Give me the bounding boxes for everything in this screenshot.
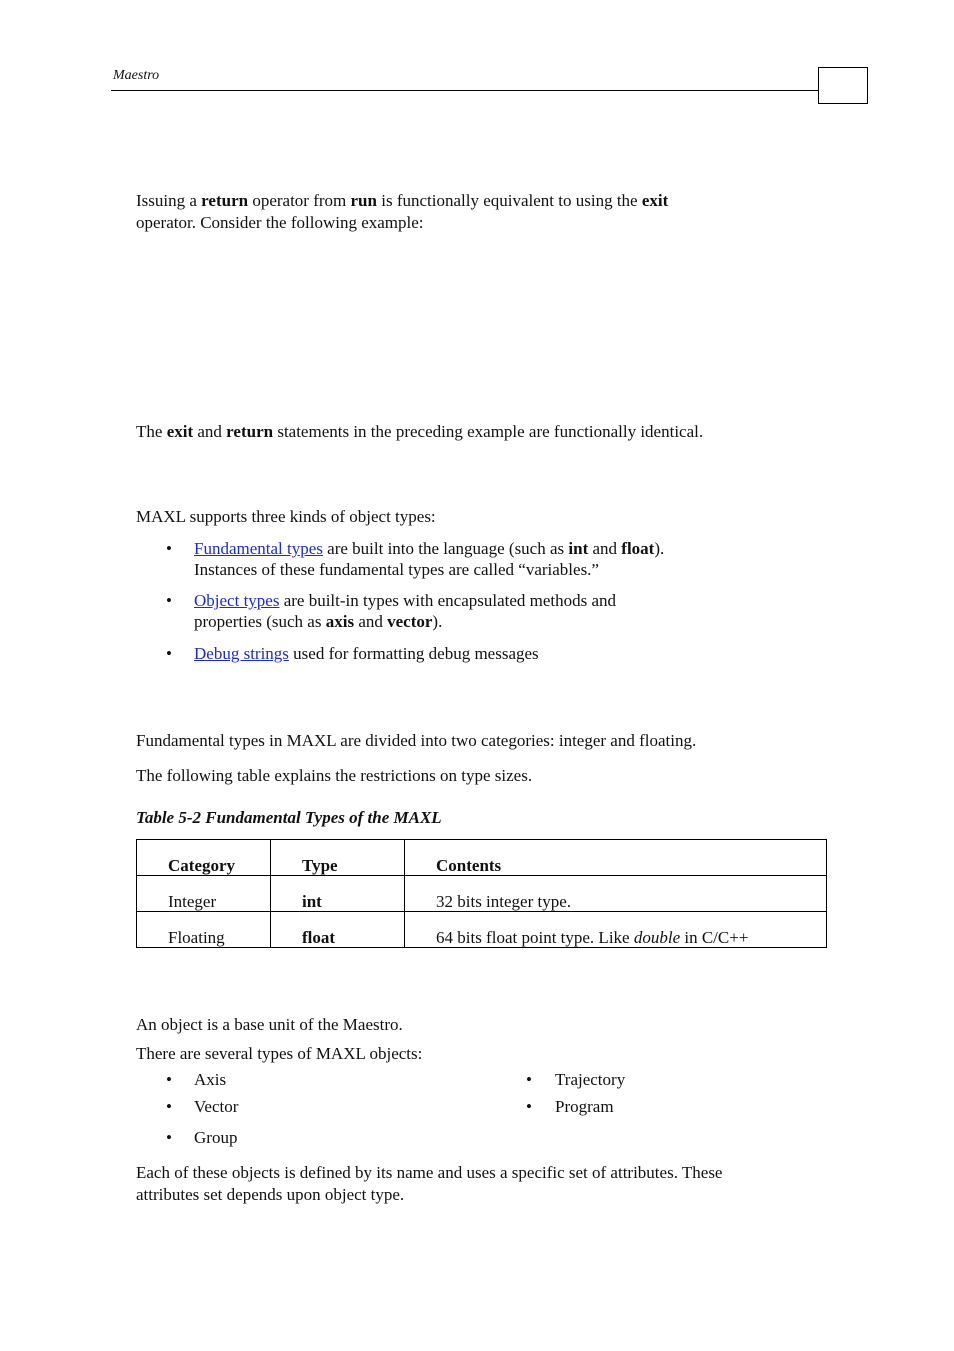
text-span: properties (such as bbox=[194, 612, 326, 631]
running-header-title: Maestro bbox=[113, 68, 160, 83]
keyword-return: return bbox=[226, 422, 274, 441]
cell-type bbox=[271, 876, 405, 912]
text-span: is functionally equivalent to using the bbox=[376, 191, 642, 210]
header-category: Category bbox=[137, 840, 271, 876]
list-item-trajectory: Trajectory bbox=[555, 1070, 626, 1089]
bullet-dot: • bbox=[166, 591, 172, 610]
keyword-run: run bbox=[350, 191, 377, 210]
bullet-dot: • bbox=[526, 1070, 532, 1089]
table-row bbox=[137, 912, 827, 948]
text-span: statements in the preceding example are functionally identical. bbox=[273, 422, 704, 441]
text-span: ). bbox=[432, 612, 443, 631]
keyword-float: float bbox=[621, 539, 655, 558]
keyword-exit: exit bbox=[641, 191, 669, 210]
list-item-fundamental-types bbox=[194, 538, 664, 559]
text-span: ). bbox=[654, 539, 665, 558]
keyword-exit: exit bbox=[166, 422, 194, 441]
header-contents: Contents bbox=[405, 840, 827, 876]
page-number-box bbox=[818, 67, 868, 104]
list-item-fundamental-types-line2: Instances of these fundamental types are called “variables.” bbox=[194, 560, 599, 579]
list-item-axis: Axis bbox=[194, 1070, 227, 1089]
text-span: are built-in types with encapsulated methods and bbox=[279, 591, 617, 610]
bullet-dot: • bbox=[526, 1097, 532, 1116]
keyword-int: int bbox=[568, 539, 589, 558]
bullet-dot: • bbox=[166, 539, 172, 558]
text-span: and bbox=[354, 612, 388, 631]
types-intro: MAXL supports three kinds of object types: bbox=[136, 507, 436, 526]
table-caption: Table 5-2 Fundamental Types of the MAXL bbox=[136, 808, 442, 827]
fundamental-types-link[interactable]: Fundamental types bbox=[194, 539, 323, 558]
cell-category: Integer bbox=[137, 876, 271, 912]
header-type: Type bbox=[271, 840, 405, 876]
objects-attributes-line1: Each of these objects is defined by its name and uses a specific set of attributes. These bbox=[136, 1163, 723, 1182]
cell-contents: 32 bits integer type. bbox=[405, 876, 827, 912]
debug-strings-link[interactable]: Debug strings bbox=[194, 644, 289, 663]
return-paragraph-line2: operator. Consider the following example: bbox=[136, 213, 424, 232]
keyword-vector: vector bbox=[387, 612, 433, 631]
keyword-axis: axis bbox=[325, 612, 355, 631]
text-span: operator from bbox=[248, 191, 351, 210]
bullet-dot: • bbox=[166, 1097, 172, 1116]
text-span: used for formatting debug messages bbox=[288, 644, 539, 663]
fundamental-types-table bbox=[136, 839, 827, 948]
text-span: 64 bits float point type. Like bbox=[436, 928, 634, 947]
table-row bbox=[137, 876, 827, 912]
table-header-row bbox=[137, 840, 827, 876]
objects-types-intro: There are several types of MAXL objects: bbox=[136, 1044, 423, 1063]
list-item-program: Program bbox=[555, 1097, 614, 1116]
cell-category: Floating bbox=[137, 912, 271, 948]
list-item-debug-strings bbox=[194, 643, 539, 664]
text-span: and bbox=[193, 422, 227, 441]
text-span: are built into the language (such as bbox=[322, 539, 569, 558]
keyword-return: return bbox=[201, 191, 249, 210]
text-span: Issuing a bbox=[136, 191, 202, 210]
header-rule bbox=[111, 90, 818, 91]
bullet-dot: • bbox=[166, 644, 172, 663]
type-name: float bbox=[302, 928, 336, 947]
text-span: and bbox=[588, 539, 622, 558]
cell-type bbox=[271, 912, 405, 948]
fundamental-paragraph: Fundamental types in MAXL are divided into two categories: integer and floating. bbox=[136, 731, 697, 750]
cell-contents bbox=[405, 912, 827, 948]
bullet-dot: • bbox=[166, 1070, 172, 1089]
italic-double: double bbox=[633, 928, 681, 947]
table-intro-paragraph: The following table explains the restrictions on type sizes. bbox=[136, 766, 533, 785]
objects-attributes-line2: attributes set depends upon object type. bbox=[136, 1185, 405, 1204]
list-item-object-types-line2 bbox=[194, 611, 442, 632]
objects-paragraph: An object is a base unit of the Maestro. bbox=[136, 1015, 403, 1034]
return-conclusion-paragraph bbox=[136, 421, 703, 443]
return-paragraph-line1 bbox=[136, 190, 668, 212]
object-types-link[interactable]: Object types bbox=[194, 591, 280, 610]
list-item-group: Group bbox=[194, 1128, 238, 1147]
bullet-dot: • bbox=[166, 1128, 172, 1147]
text-span: in C/C++ bbox=[680, 928, 749, 947]
list-item-vector: Vector bbox=[194, 1097, 239, 1116]
list-item-object-types bbox=[194, 590, 616, 611]
type-name: int bbox=[302, 892, 322, 911]
text-span: The bbox=[136, 422, 167, 441]
